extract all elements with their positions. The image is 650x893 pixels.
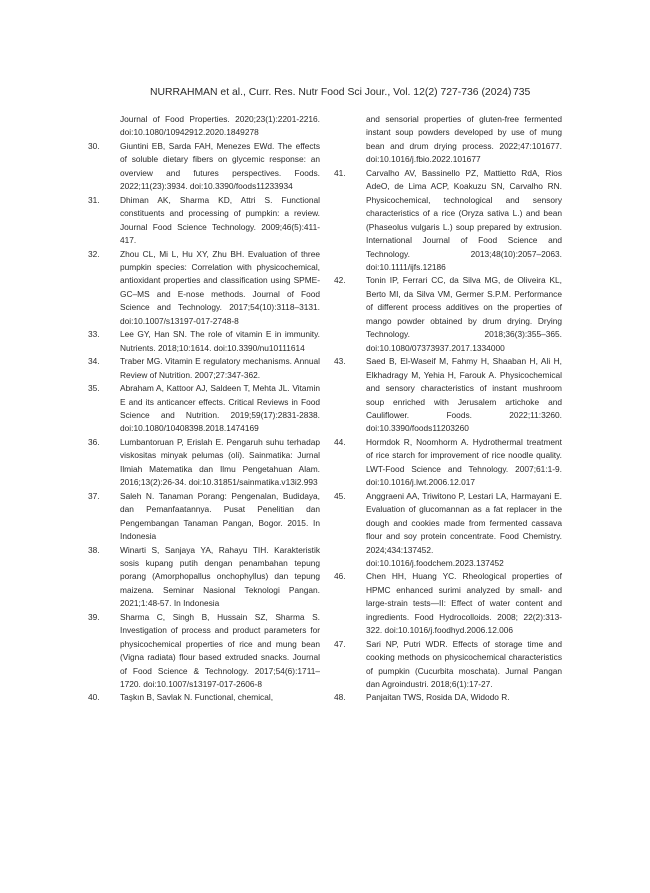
reference-text: Giuntini EB, Sarda FAH, Menezes EWd. The effects of soluble dietary fibers on glycemic response: an overview and futures perspectives. Foods. 2022;11(23):3934. doi:10.3390/foods11233934 xyxy=(120,140,320,192)
reference-number: 48. xyxy=(334,692,346,703)
reference-number: 44. xyxy=(334,436,346,447)
reference-text: Sharma C, Singh B, Hussain SZ, Sharma S. Investigation of process and product parameters for physicochemical properties of rice and mung bean (Vigna radiata) flour based extruded snacks. Journal of Food Science & Technology. 2017;54(6):1711–1720. doi:10.1007/s13197-017-2606-8 xyxy=(120,611,320,690)
reference-item xyxy=(334,274,562,355)
reference-text: Sari NP, Putri WDR. Effects of storage time and cooking methods on physicochemical characteristics of pumpkin (Cucurbita moschata). Jurnal Pangan dan Agroindustri. 2018;6(1):17-27. xyxy=(366,638,562,690)
reference-item xyxy=(88,544,320,611)
reference-number: 35. xyxy=(88,383,100,394)
reference-item xyxy=(88,382,320,436)
reference-number: 31. xyxy=(88,194,100,205)
reference-text: Winarti S, Sanjaya YA, Rahayu TIH. Karakteristik sosis kupang putih dengan penambahan tepung porang (Amorphopallus onchophyllus) dan tepung maizena. Seminar Nasional Teknologi Pangan. 2021;1:48-57. In Indonesia xyxy=(120,544,320,609)
left-column xyxy=(88,113,320,705)
reference-text: Traber MG. Vitamin E regulatory mechanisms. Annual Review of Nutrition. 2007;27:347-362. xyxy=(120,356,320,380)
reference-text: Taşkın B, Savlak N. Functional, chemical, xyxy=(120,692,274,703)
reference-item xyxy=(334,436,562,490)
reference-item xyxy=(88,611,320,692)
reference-item xyxy=(334,167,562,275)
reference-number: 43. xyxy=(334,356,346,367)
right-column xyxy=(334,113,562,705)
reference-item xyxy=(88,490,320,544)
reference-number: 32. xyxy=(88,248,100,259)
reference-text: Chen HH, Huang YC. Rheological properties of HPMC enhanced surimi analyzed by small- and large-strain tests—II: Effect of water content and ingredients. Food Hydrocolloids. 2008; 22(2):313-322. doi:10.1016/j.foodhyd.2006.12.006 xyxy=(366,571,562,636)
reference-text: Lumbantoruan P, Erislah E. Pengaruh suhu terhadap viskositas minyak pelumas (oli). Sainmatika: Jurnal Ilmiah Matematika dan Ilmu Pengetahuan Alam. 2016;13(2):26-34. doi:10.31851/sainmatika.v13i2.993 xyxy=(120,436,320,488)
reference-number: 41. xyxy=(334,167,346,178)
reference-text: Zhou CL, Mi L, Hu XY, Zhu BH. Evaluation of three pumpkin species: Correlation with physicochemical, antioxidant properties and classification using SPME-GC–MS and E-nose methods. Journal of Food Science and Technology. 2017;54(10):3118–3131. doi:10.1007/s13197-017-2748-8 xyxy=(120,248,320,326)
reference-number: 46. xyxy=(334,571,346,582)
reference-item xyxy=(88,355,320,382)
reference-item xyxy=(334,638,562,692)
reference-list-left xyxy=(88,140,320,705)
reference-number: 37. xyxy=(88,490,100,501)
reference-continuation: Journal of Food Properties. 2020;23(1):2201-2216. doi:10.1080/10942912.2020.1849278 xyxy=(120,114,320,138)
reference-item xyxy=(88,194,320,248)
reference-number: 38. xyxy=(88,544,100,555)
reference-number: 34. xyxy=(88,356,100,367)
reference-number: 45. xyxy=(334,490,346,501)
reference-list-right xyxy=(334,167,562,705)
reference-item xyxy=(334,691,562,704)
page-number: 735 xyxy=(513,87,531,98)
reference-number: 30. xyxy=(88,140,100,151)
reference-item xyxy=(88,248,320,329)
reference-item xyxy=(88,436,320,490)
reference-item xyxy=(334,490,562,571)
reference-number: 40. xyxy=(88,692,100,703)
reference-text: Panjaitan TWS, Rosida DA, Widodo R. xyxy=(366,692,510,703)
reference-item xyxy=(88,691,320,704)
reference-number: 42. xyxy=(334,275,346,286)
reference-number: 39. xyxy=(88,611,100,622)
reference-text: Lee GY, Han SN. The role of vitamin E in immunity. Nutrients. 2018;10:1614. doi:10.3390/nu10111614 xyxy=(120,329,320,353)
running-head: NURRAHMAN et al., Curr. Res. Nutr Food Sci Jour., Vol. 12(2) 727-736 (2024) xyxy=(150,87,512,98)
reference-item xyxy=(334,570,562,637)
reference-number: 36. xyxy=(88,436,100,447)
reference-item xyxy=(88,328,320,355)
reference-text: Abraham A, Kattoor AJ, Saldeen T, Mehta JL. Vitamin E and its anticancer effects. Critical Reviews in Food Science and Nutrition. 2019;59(17):2831-2838. doi:10.1080/10408398.2018.1474169 xyxy=(120,383,320,434)
reference-continuation: and sensorial properties of gluten-free fermented instant soup powders developed by use of mung bean and drum drying process. 2022;47:101677. doi:10.1016/j.fbio.2022.101677 xyxy=(366,114,562,165)
reference-text: Hormdok R, Noomhorm A. Hydrothermal treatment of rice starch for improvement of rice noodle quality. LWT-Food Science and Tehnology. 2007;61:1-9. doi:10.1016/j.lwt.2006.12.017 xyxy=(366,436,562,488)
reference-number: 33. xyxy=(88,329,100,340)
reference-item xyxy=(88,140,320,194)
running-header xyxy=(0,87,650,103)
reference-text: Anggraeni AA, Triwitono P, Lestari LA, Harmayani E. Evaluation of glucomannan as a fat replacer in the dough and cookies made from fermented cassava flour and soy protein concentrate. Food Chemistry. 2024;434:137452. doi:10.1016/j.foodchem.2023.137452 xyxy=(366,490,562,568)
reference-text: Carvalho AV, Bassinello PZ, Mattietto RdA, Rios AdeO, de Lima ACP, Koakuzu SN, Carvalho RN. Physicochemical, technological and sensory characteristics of a rice (Oryza sativa L.) and bean (Phaseolus vulgaris L.) soup prepared by extrusion. International Journal of Food Science and Technology. 2013;48(10):2057–2063. doi:10.1111/ijfs.12186 xyxy=(366,167,562,272)
reference-text: Tonin IP, Ferrari CC, da Silva MG, de Oliveira KL, Berto MI, da Silva VM, Germer S.P.M. Performance of different process additives on the properties of mango powder obtained by drum drying. Drying Technology. 2018;36(3):355–365. doi:10.1080/07373937.2017.1334000 xyxy=(366,275,562,353)
reference-text: Dhiman AK, Sharma KD, Attri S. Functional constituents and processing of pumpkin: a review. Journal Food Science Technology. 2009;46(5):411-417. xyxy=(120,194,320,246)
reference-text: Saleh N. Tanaman Porang: Pengenalan, Budidaya, dan Pemanfaatannya. Pusat Penelitian dan Pengembangan Tanaman Pangan, Bogor. 2015. In Indonesia xyxy=(120,490,320,542)
reference-text: Saed B, El-Waseif M, Fahmy H, Shaaban H, Ali H, Elkhadragy M, Yehia H, Farouk A. Physicochemical and sensory characteristics of instant mushroom soup enriched with Jerusalem artichoke and Cauliflower. Foods. 2022;11:3260. doi:10.3390/foods11203260 xyxy=(366,356,562,434)
reference-number: 47. xyxy=(334,638,346,649)
reference-item xyxy=(334,355,562,436)
